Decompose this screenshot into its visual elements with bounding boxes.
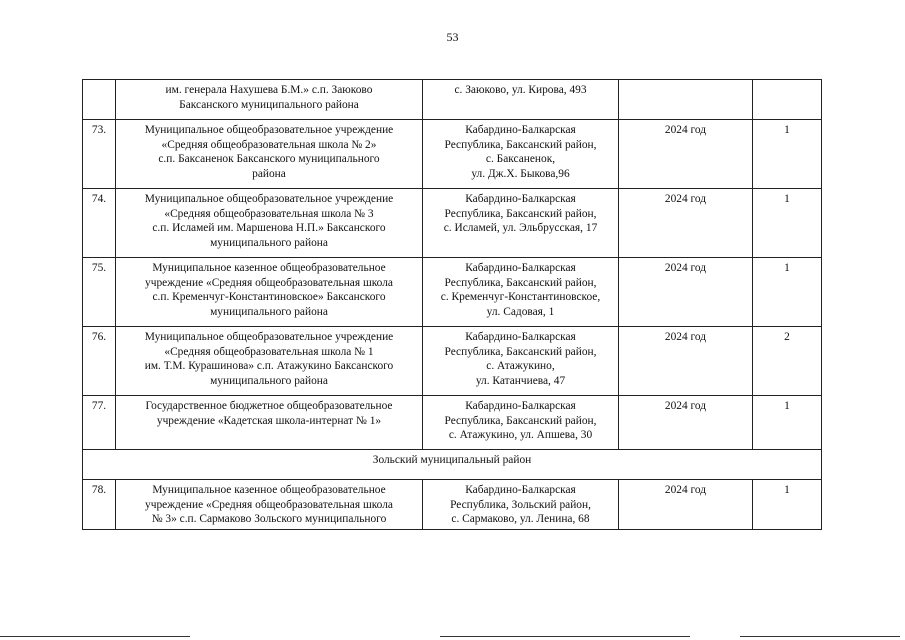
institution-name-cell: Государственное бюджетное общеобразовательное учреждение «Кадетская школа-интернат № 1» — [116, 396, 423, 450]
bottom-rule-right — [740, 636, 900, 637]
row-number-cell: 76. — [83, 327, 116, 396]
bottom-rule-middle — [440, 636, 690, 637]
address-cell: Кабардино-Балкарская Республика, Баксанский район, с. Исламей, ул. Эльбрусская, 17 — [423, 189, 619, 258]
count-cell: 2 — [753, 327, 822, 396]
address-cell: с. Заюково, ул. Кирова, 493 — [423, 80, 619, 120]
row-number-cell: 74. — [83, 189, 116, 258]
year-cell: 2024 год — [619, 396, 753, 450]
year-cell: 2024 год — [619, 189, 753, 258]
count-cell: 1 — [753, 120, 822, 189]
row-number-cell: 77. — [83, 396, 116, 450]
year-cell: 2024 год — [619, 120, 753, 189]
address-cell: Кабардино-Балкарская Республика, Баксанский район, с. Атажукино, ул. Катанчиева, 47 — [423, 327, 619, 396]
address-cell: Кабардино-Балкарская Республика, Баксанский район, с. Кременчуг-Константиновское, ул. Садовая, 1 — [423, 258, 619, 327]
table-row — [83, 258, 822, 327]
institution-name-cell: Муниципальное общеобразовательное учреждение «Средняя общеобразовательная школа № 3 с.п. Исламей им. Маршенова Н.П.» Баксанского муниципального района — [116, 189, 423, 258]
row-number-cell: 75. — [83, 258, 116, 327]
institution-name-cell: Муниципальное казенное общеобразовательное учреждение «Средняя общеобразовательная школа № 3» с.п. Сармаково Зольского муниципального — [116, 480, 423, 530]
section-header: Зольский муниципальный район — [83, 450, 822, 480]
year-cell: 2024 год — [619, 258, 753, 327]
count-cell: 1 — [753, 189, 822, 258]
institution-name-cell: Муниципальное казенное общеобразовательное учреждение «Средняя общеобразовательная школа с.п. Кременчуг-Константиновское» Баксанского муниципального района — [116, 258, 423, 327]
page-number: 53 — [446, 30, 459, 44]
table-row — [83, 480, 822, 530]
table-row — [83, 80, 822, 120]
schools-table — [82, 79, 822, 530]
count-cell: 1 — [753, 396, 822, 450]
count-cell — [753, 80, 822, 120]
year-cell: 2024 год — [619, 327, 753, 396]
row-number-cell — [83, 80, 116, 120]
row-number-cell: 78. — [83, 480, 116, 530]
institution-name-cell: Муниципальное общеобразовательное учреждение «Средняя общеобразовательная школа № 1 им. Т.М. Курашинова» с.п. Атажукино Баксанского муниципального района — [116, 327, 423, 396]
table-row — [83, 327, 822, 396]
count-cell: 1 — [753, 480, 822, 530]
table-row — [83, 189, 822, 258]
bottom-rule-left — [0, 636, 190, 637]
table-row — [83, 396, 822, 450]
institution-name-cell: Муниципальное общеобразовательное учреждение «Средняя общеобразовательная школа № 2» с.п. Баксаненок Баксанского муниципального района — [116, 120, 423, 189]
row-number-cell: 73. — [83, 120, 116, 189]
table-row — [83, 120, 822, 189]
address-cell: Кабардино-Балкарская Республика, Баксанский район, с. Атажукино, ул. Апшева, 30 — [423, 396, 619, 450]
institution-name-cell: им. генерала Нахушева Б.М.» с.п. Заюково Баксанского муниципального района — [116, 80, 423, 120]
section-header-row — [83, 450, 822, 480]
address-cell: Кабардино-Балкарская Республика, Зольский район, с. Сармаково, ул. Ленина, 68 — [423, 480, 619, 530]
count-cell: 1 — [753, 258, 822, 327]
year-cell: 2024 год — [619, 480, 753, 530]
year-cell — [619, 80, 753, 120]
address-cell: Кабардино-Балкарская Республика, Баксанский район, с. Баксаненок, ул. Дж.Х. Быкова,96 — [423, 120, 619, 189]
